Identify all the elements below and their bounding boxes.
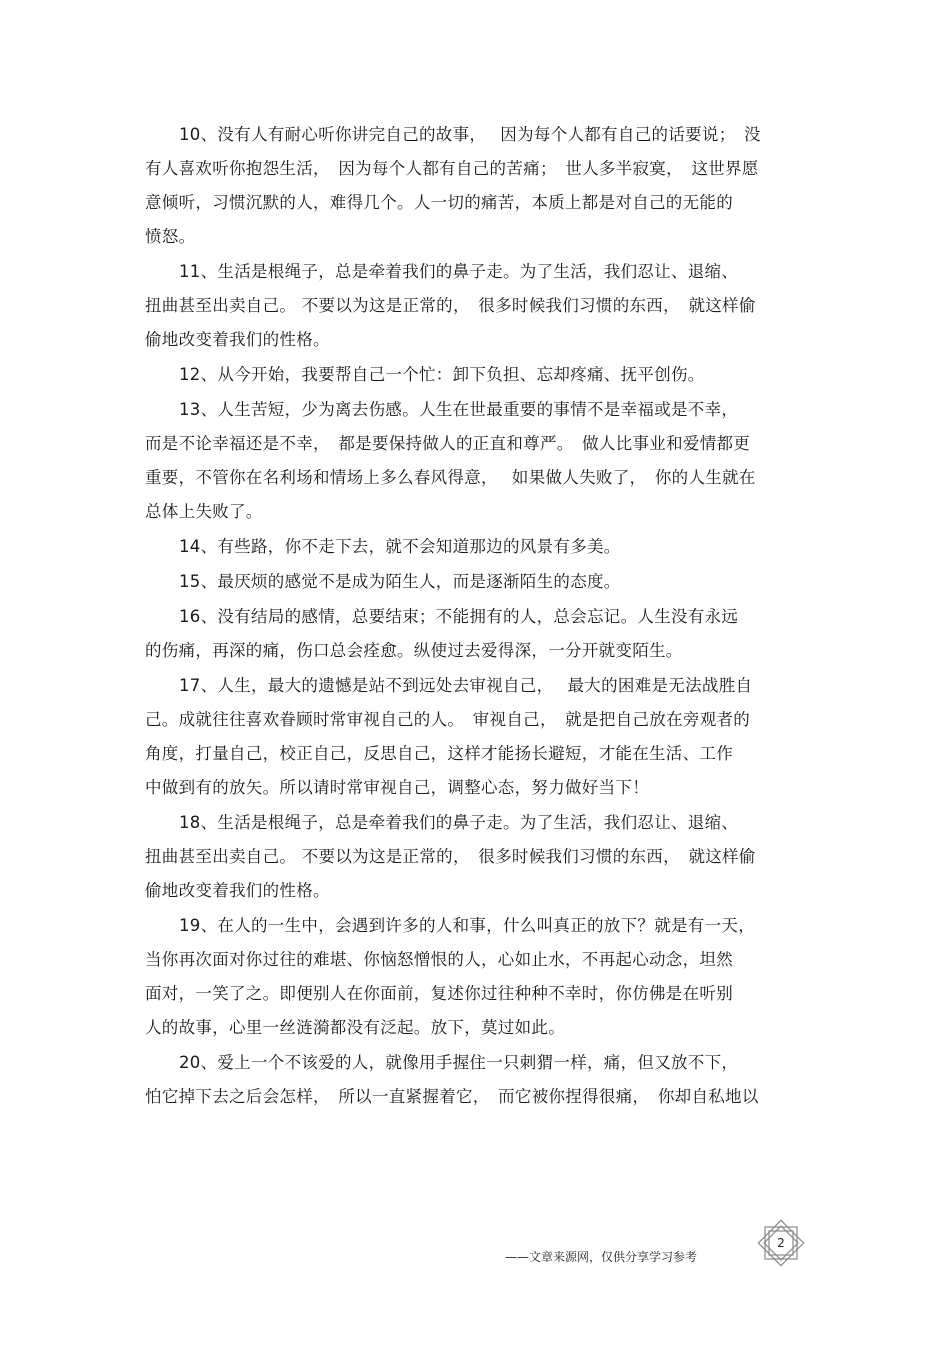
paragraph-line: 有人喜欢听你抱怨生活， 因为每个人都有自己的苦痛； 世人多半寂寞， 这世界愿: [145, 159, 759, 178]
paragraph-line: 面对，一笑了之。即便别人在你面前，复述你过往种种不幸时，你仿佛是在听别: [145, 984, 733, 1003]
paragraph-line: 的伤痛，再深的痛，伤口总会痊愈。纵使过去爱得深，一分开就变陌生。: [145, 641, 683, 660]
paragraph-line: 20、爱上一个不该爱的人，就像用手握住一只刺猬一样，痛，但又放不下，: [179, 1053, 739, 1072]
paragraph-line: 中做到有的放矢。所以请时常审视自己，调整心态，努力做好当下！: [145, 778, 649, 797]
paragraph-line: 己。成就往往喜欢眷顾时常审视自己的人。 审视自己， 就是把自己放在旁观者的: [145, 710, 751, 729]
paragraph-line: 偷地改变着我们的性格。: [145, 881, 330, 900]
paragraph-line: 19、在人的一生中，会遇到许多的人和事，什么叫真正的放下？就是有一天，: [179, 916, 755, 935]
paragraph: [145, 669, 805, 805]
paragraph-line: 12、从今开始，我要帮自己一个忙：卸下负担、忘却疼痛、抚平创伤。: [179, 365, 705, 384]
paragraph-line: 偷地改变着我们的性格。: [145, 330, 330, 349]
paragraph-line: 重要，不管你在名利场和情场上多么春风得意， 如果做人失败了， 你的人生就在: [145, 468, 756, 487]
paragraph-line: 17、人生，最大的遗憾是站不到远处去审视自己， 最大的困难是无法战胜自: [179, 676, 753, 695]
paragraph-line: 18、生活是根绳子，总是牵着我们的鼻子走。为了生活，我们忍让、退缩、: [179, 813, 739, 832]
paragraph: [145, 530, 805, 564]
paragraph-line: 总体上失败了。: [145, 502, 263, 521]
paragraph: [145, 806, 805, 908]
paragraph: [145, 600, 805, 668]
paragraph-line: 扭曲甚至出卖自己。 不要以为这是正常的， 很多时候我们习惯的东西， 就这样偷: [145, 296, 756, 315]
paragraph-line: 10、没有人有耐心听你讲完自己的故事， 因为每个人都有自己的话要说； 没: [179, 125, 761, 144]
paragraph-line: 角度，打量自己，校正自己，反思自己，这样才能扬长避短，才能在生活、工作: [145, 744, 733, 763]
paragraph-line: 意倾听，习惯沉默的人，难得几个。人一切的痛苦，本质上都是对自己的无能的: [145, 193, 733, 212]
paragraph-line: 14、有些路，你不走下去，就不会知道那边的风景有多美。: [179, 537, 621, 556]
paragraph-line: 扭曲甚至出卖自己。 不要以为这是正常的， 很多时候我们习惯的东西， 就这样偷: [145, 847, 756, 866]
page-number: 2: [777, 1236, 785, 1250]
paragraph-line: 怕它掉下去之后会怎样， 所以一直紧握着它， 而它被你捏得很痛， 你却自私地以: [145, 1087, 759, 1106]
paragraph: [145, 255, 805, 357]
paragraph: [145, 358, 805, 392]
paragraph: [145, 118, 805, 254]
article-body: [145, 118, 805, 1115]
paragraph-line: 15、最厌烦的感觉不是成为陌生人，而是逐渐陌生的态度。: [179, 572, 621, 591]
source-note: ——文章来源网，仅供分享学习参考: [505, 1250, 698, 1264]
paragraph: [145, 393, 805, 529]
paragraph-line: 愤怒。: [145, 227, 196, 246]
paragraph: [145, 1046, 805, 1114]
paragraph-line: 13、人生苦短，少为离去伤感。人生在世最重要的事情不是幸福或是不幸，: [179, 400, 739, 419]
paragraph-line: 16、没有结局的感情，总要结束；不能拥有的人，总会忘记。人生没有永远: [179, 607, 739, 626]
paragraph: [145, 909, 805, 1045]
paragraph: [145, 565, 805, 599]
paragraph-line: 而是不论幸福还是不幸， 都是要保持做人的正直和尊严。 做人比事业和爱情都更: [145, 434, 751, 453]
paragraph-line: 当你再次面对你过往的难堪、你恼怒憎恨的人，心如止水，不再起心动念，坦然: [145, 950, 733, 969]
paragraph-line: 11、生活是根绳子，总是牵着我们的鼻子走。为了生活，我们忍让、退缩、: [179, 262, 739, 281]
paragraph-line: 人的故事，心里一丝涟漪都没有泛起。放下，莫过如此。: [145, 1018, 565, 1037]
